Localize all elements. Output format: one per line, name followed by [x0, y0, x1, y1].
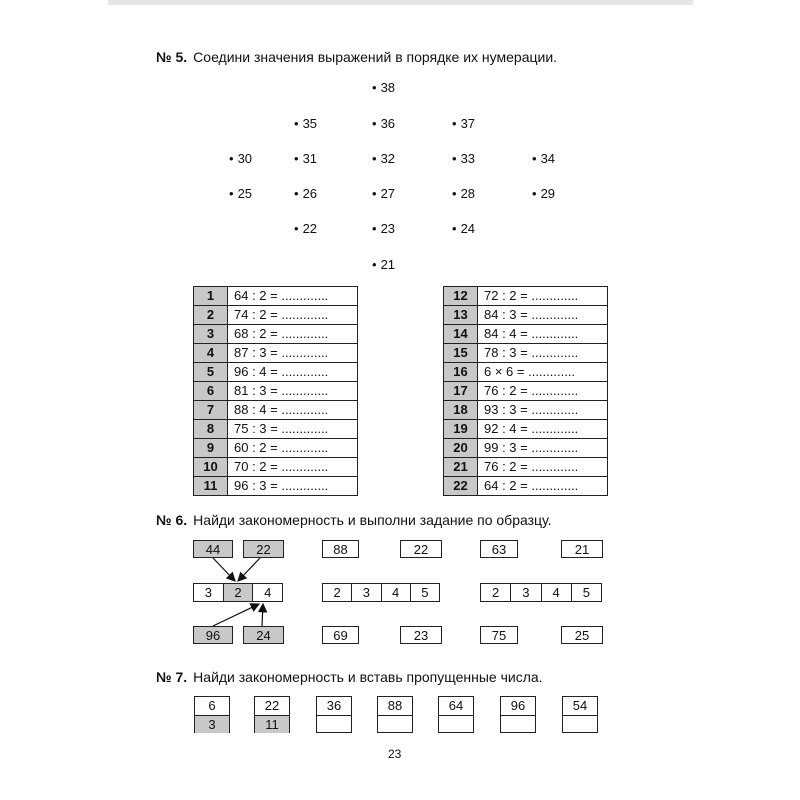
pair-top: 22: [255, 697, 289, 716]
pair-top: 88: [378, 697, 412, 716]
dot-26: • 26: [294, 186, 317, 202]
strip-cell: 3: [352, 584, 381, 601]
expression-cell: 88 : 4 = .............: [228, 401, 358, 420]
task5-number: № 5.: [156, 49, 188, 65]
example-bottom-left-box: 96: [193, 626, 233, 644]
row-number: 14: [444, 325, 478, 344]
group2-number-strip: [322, 583, 440, 602]
group2-top-left-box: 88: [322, 540, 359, 558]
expression-cell: 64 : 2 = .............: [228, 287, 358, 306]
group2-bottom-left-box: 69: [322, 626, 359, 644]
number-pair: [377, 696, 413, 733]
arrow-44-to-2: [213, 558, 235, 581]
dot-22: • 22: [294, 221, 317, 237]
dot-28: • 28: [452, 186, 475, 202]
group3-top-left-box: 63: [480, 540, 518, 558]
dot-32: • 32: [372, 151, 395, 167]
row-number: 3: [194, 325, 228, 344]
strip-cell: 5: [582, 585, 590, 600]
row-number: 22: [444, 477, 478, 496]
task7-number: № 7.: [156, 669, 188, 685]
dot-29: • 29: [532, 186, 555, 202]
strip-cell: 3: [511, 584, 541, 601]
dot-25: • 25: [229, 186, 252, 202]
strip-cell: 2: [481, 584, 511, 601]
row-number: 9: [194, 439, 228, 458]
expression-cell: 96 : 3 = .............: [228, 477, 358, 496]
expression-cell: 93 : 3 = .............: [478, 401, 608, 420]
expression-cell: 70 : 2 = .............: [228, 458, 358, 477]
row-number: 17: [444, 382, 478, 401]
pair-top: 64: [439, 697, 473, 716]
row-number: 6: [194, 382, 228, 401]
strip-cell: 4: [264, 585, 272, 600]
row-number: 13: [444, 306, 478, 325]
row-number: 15: [444, 344, 478, 363]
pair-bottom-blank: [317, 716, 351, 733]
task7-text: Найди закономерность и вставь пропущенные числа.: [193, 669, 543, 685]
number-pair: [438, 696, 474, 733]
dot-24: • 24: [452, 221, 475, 237]
expression-cell: 81 : 3 = .............: [228, 382, 358, 401]
expression-cell: 75 : 3 = .............: [228, 420, 358, 439]
row-number: 20: [444, 439, 478, 458]
group2-bottom-right-box: 23: [400, 626, 442, 644]
pair-top: 6: [195, 697, 229, 716]
dot-23: • 23: [372, 221, 395, 237]
strip-cell: 5: [421, 585, 429, 600]
expression-cell: 68 : 2 = .............: [228, 325, 358, 344]
group3-bottom-left-box: 75: [480, 626, 518, 644]
row-number: 16: [444, 363, 478, 382]
strip-cell: 4: [542, 584, 572, 601]
example-top-right-box: 22: [243, 540, 284, 558]
expression-cell: 74 : 2 = .............: [228, 306, 358, 325]
task7-title: [156, 669, 543, 685]
pair-bottom-blank: [439, 716, 473, 733]
expression-cell: 76 : 2 = .............: [478, 382, 608, 401]
dot-33: • 33: [452, 151, 475, 167]
row-number: 11: [194, 477, 228, 496]
row-number: 18: [444, 401, 478, 420]
expression-cell: 78 : 3 = .............: [478, 344, 608, 363]
row-number: 1: [194, 287, 228, 306]
row-number: 2: [194, 306, 228, 325]
row-number: 5: [194, 363, 228, 382]
pair-bottom-blank: [378, 716, 412, 733]
example-top-left-box: 44: [193, 540, 233, 558]
arrow-96-to-4: [213, 604, 259, 626]
pair-bottom-blank: [501, 716, 535, 733]
pair-top: 36: [317, 697, 351, 716]
expression-cell: 92 : 4 = .............: [478, 420, 608, 439]
expression-cell: 96 : 4 = .............: [228, 363, 358, 382]
example-bottom-right-box: 24: [243, 626, 284, 644]
expression-cell: 76 : 2 = .............: [478, 458, 608, 477]
pair-top: 54: [563, 697, 597, 716]
dot-31: • 31: [294, 151, 317, 167]
number-pair: [562, 696, 598, 733]
row-number: 19: [444, 420, 478, 439]
expression-cell: 99 : 3 = .............: [478, 439, 608, 458]
dot-27: • 27: [372, 186, 395, 202]
expression-cell: 87 : 3 = .............: [228, 344, 358, 363]
pair-top: 96: [501, 697, 535, 716]
page-number: 23: [388, 747, 402, 761]
group2-top-right-box: 22: [400, 540, 442, 558]
number-pair: [500, 696, 536, 733]
pair-bottom-blank: [563, 716, 597, 733]
task6-text: Найди закономерность и выполни задание по образцу.: [193, 512, 552, 528]
row-number: 4: [194, 344, 228, 363]
number-pair: [316, 696, 352, 733]
expression-cell: 84 : 4 = .............: [478, 325, 608, 344]
dot-38: • 38: [372, 80, 395, 96]
pair-bottom: 11: [255, 716, 289, 733]
row-number: 12: [444, 287, 478, 306]
number-pair: [254, 696, 290, 733]
dot-37: • 37: [452, 116, 475, 132]
pair-bottom: 3: [195, 716, 229, 733]
dot-36: • 36: [372, 116, 395, 132]
strip-cell: 3: [194, 584, 224, 601]
row-number: 7: [194, 401, 228, 420]
expression-cell: 72 : 2 = .............: [478, 287, 608, 306]
expression-cell: 60 : 2 = .............: [228, 439, 358, 458]
dot-30: • 30: [229, 151, 252, 167]
group3-top-right-box: 21: [561, 540, 603, 558]
group3-number-strip: [480, 583, 602, 602]
expression-cell: 64 : 2 = .............: [478, 477, 608, 496]
dot-35: • 35: [294, 116, 317, 132]
arrow-22-to-2: [238, 558, 260, 581]
strip-cell: 4: [382, 584, 411, 601]
group3-bottom-right-box: 25: [561, 626, 603, 644]
task6-number: № 6.: [156, 512, 188, 528]
strip-cell: 2: [323, 584, 352, 601]
row-number: 8: [194, 420, 228, 439]
number-pair: [194, 696, 230, 733]
row-number: 10: [194, 458, 228, 477]
dot-34: • 34: [532, 151, 555, 167]
task5-text: Соедини значения выражений в порядке их нумерации.: [193, 49, 558, 65]
expression-cell: 84 : 3 = .............: [478, 306, 608, 325]
dot-21: • 21: [372, 257, 395, 273]
expression-cell: 6 × 6 = .............: [478, 363, 608, 382]
strip-cell: 2: [224, 584, 254, 601]
arrow-24-to-4: [262, 604, 263, 626]
row-number: 21: [444, 458, 478, 477]
